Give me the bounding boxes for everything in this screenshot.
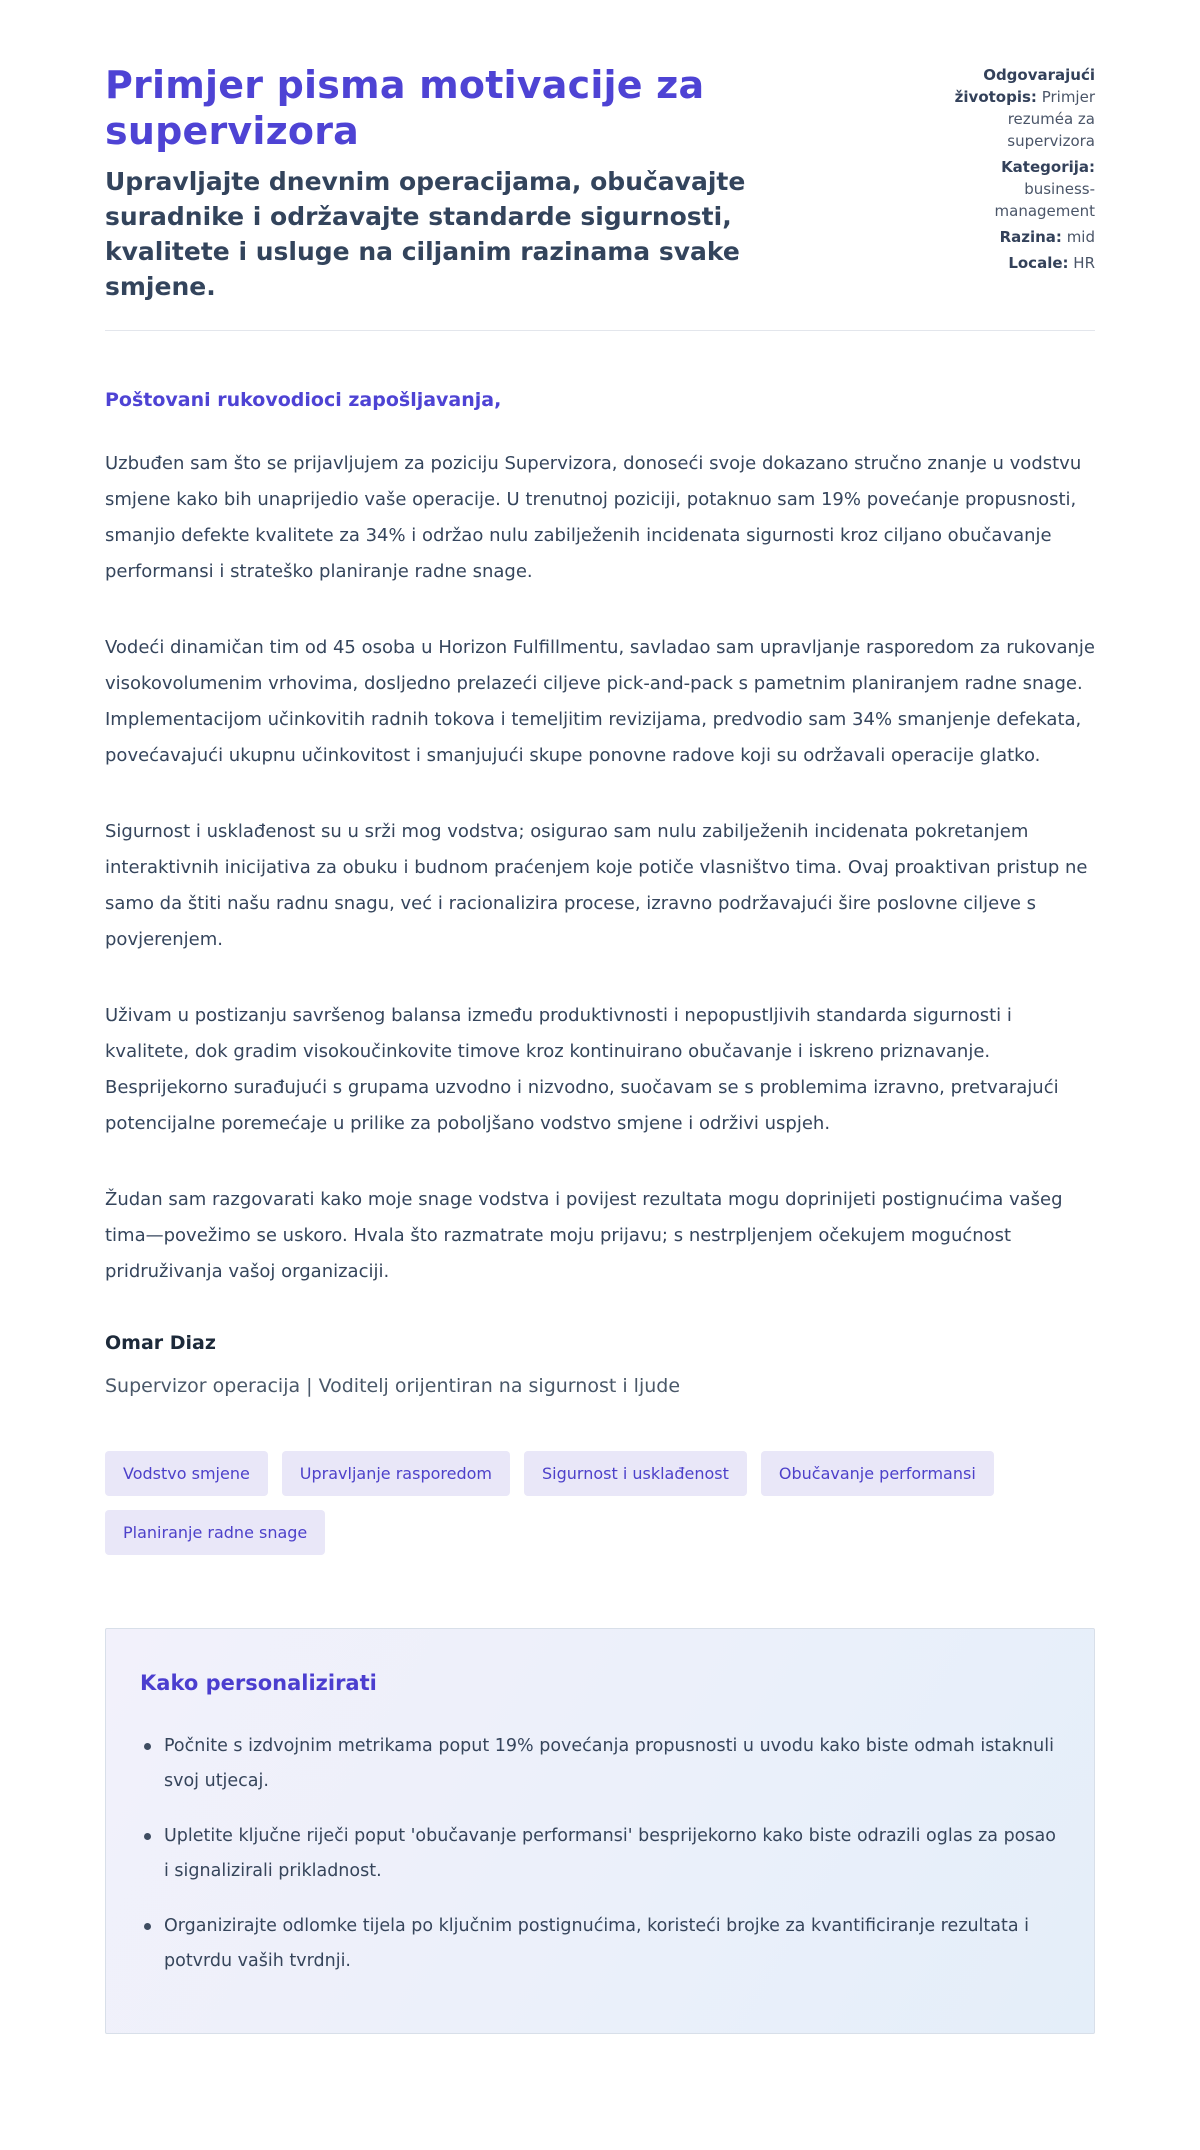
tip-item: Počnite s izdvojnim metrikama poput 19% povećanja propusnosti u uvodu kako biste odmah istaknuli svoj utjecaj.	[140, 1729, 1056, 1799]
meta-label: Locale:	[1008, 254, 1069, 272]
tips-heading: Kako personalizirati	[140, 1671, 377, 1695]
letter-paragraph: Sigurnost i usklađenost su u srži mog vodstva; osigurao sam nulu zabilježenih incidenata pokretanjem interaktivnih inicijativa za obuku i budnom praćenjem koje potiče vlasništvo tima. Ovaj proaktivan pristup ne samo da štiti našu radnu snagu, već i racionalizira procese, izravno podržavajući šire poslovne ciljeve s povjerenjem.	[105, 821, 1088, 950]
meta-locale	[935, 252, 1095, 274]
header-title-block	[105, 62, 785, 304]
meta-value: mid	[1066, 228, 1095, 246]
signature-role: Supervizor operacija | Voditelj orijentiran na sigurnost i ljude	[105, 1375, 681, 1397]
meta-matching-resume	[935, 64, 1095, 152]
page-subtitle: Upravljajte dnevnim operacijama, obučavajte suradnike i održavajte standarde sigurnosti, kvalitete i usluge na ciljanim razinama svake smjene.	[105, 167, 746, 301]
meta-label: Odgovarajući životopis:	[954, 66, 1095, 106]
letter-paragraph: Uživam u postizanju savršenog balansa između produktivnosti i nepopustljivih standarda sigurnosti i kvalitete, dok gradim visokoučinkovite timove kroz kontinuirano obučavanje i iskreno priznavanje. Besprijekorno surađujući s grupama uzvodno i nizvodno, suočavam se s problemima izravno, pretvarajući potencijalne poremećaje u prilike za poboljšano vodstvo smjene i održivi uspjeh.	[105, 1005, 1059, 1134]
meta-category	[935, 156, 1095, 222]
personalization-tips-box	[105, 1628, 1095, 2034]
keyword-tags	[105, 1451, 1095, 1555]
tag-performance-training: Obučavanje performansi	[761, 1451, 994, 1496]
page-container	[105, 0, 1095, 2034]
meta-label: Kategorija:	[1001, 158, 1095, 176]
tag-shift-leadership: Vodstvo smjene	[105, 1451, 268, 1496]
tips-list	[140, 1729, 1056, 1979]
meta-level	[935, 226, 1095, 248]
document-header	[105, 62, 1095, 304]
page-title: Primjer pisma motivacije za supervizora	[105, 63, 705, 153]
tag-workforce-planning: Planiranje radne snage	[105, 1510, 325, 1555]
cover-letter-body	[105, 387, 1095, 1399]
signature-name: Omar Diaz	[105, 1332, 216, 1354]
header-divider	[105, 330, 1095, 331]
tag-safety-compliance: Sigurnost i usklađenost	[524, 1451, 747, 1496]
letter-paragraph: Uzbuđen sam što se prijavljujem za poziciju Supervizora, donoseći svoje dokazano stručno znanje u vodstvu smjene kako bih unaprijedio vaše operacije. U trenutnoj poziciji, potaknuo sam 19% povećanje propusnosti, smanjio defekte kvalitete za 34% i održao nulu zabilježenih incidenata sigurnosti kroz ciljano obučavanje performansi i strateško planiranje radne snage.	[105, 453, 1082, 582]
tag-schedule-management: Upravljanje rasporedom	[282, 1451, 510, 1496]
document-meta	[935, 62, 1095, 278]
letter-greeting: Poštovani rukovodioci zapošljavanja,	[105, 389, 502, 411]
meta-label: Razina:	[999, 228, 1062, 246]
tip-item: Upletite ključne riječi poput 'obučavanje performansi' besprijekorno kako biste odrazili oglas za posao i signalizirali prikladnost.	[140, 1819, 1056, 1889]
meta-value: business-management	[994, 180, 1095, 220]
meta-value: HR	[1073, 254, 1095, 272]
tip-item: Organizirajte odlomke tijela po ključnim postignućima, koristeći brojke za kvantificiranje rezultata i potvrdu vaših tvrdnji.	[140, 1909, 1056, 1979]
meta-value: Primjer rezuméa za supervizora	[1007, 88, 1095, 150]
letter-paragraph: Žudan sam razgovarati kako moje snage vodstva i povijest rezultata mogu doprinijeti postignućima vašeg tima—povežimo se uskoro. Hvala što razmatrate moju prijavu; s nestrpljenjem očekujem mogućnost pridruživanja vašoj organizaciji.	[105, 1189, 1063, 1282]
letter-paragraph: Vodeći dinamičan tim od 45 osoba u Horizon Fulfillmentu, savladao sam upravljanje rasporedom za rukovanje visokovolumenim vrhovima, dosljedno prelazeći ciljeve pick-and-pack s pametnim planiranjem radne snage. Implementacijom učinkovitih radnih tokova i temeljitim revizijama, predvodio sam 34% smanjenje defekata, povećavajući ukupnu učinkovitost i smanjujući skupe ponovne radove koji su održavali operacije glatko.	[105, 637, 1095, 766]
